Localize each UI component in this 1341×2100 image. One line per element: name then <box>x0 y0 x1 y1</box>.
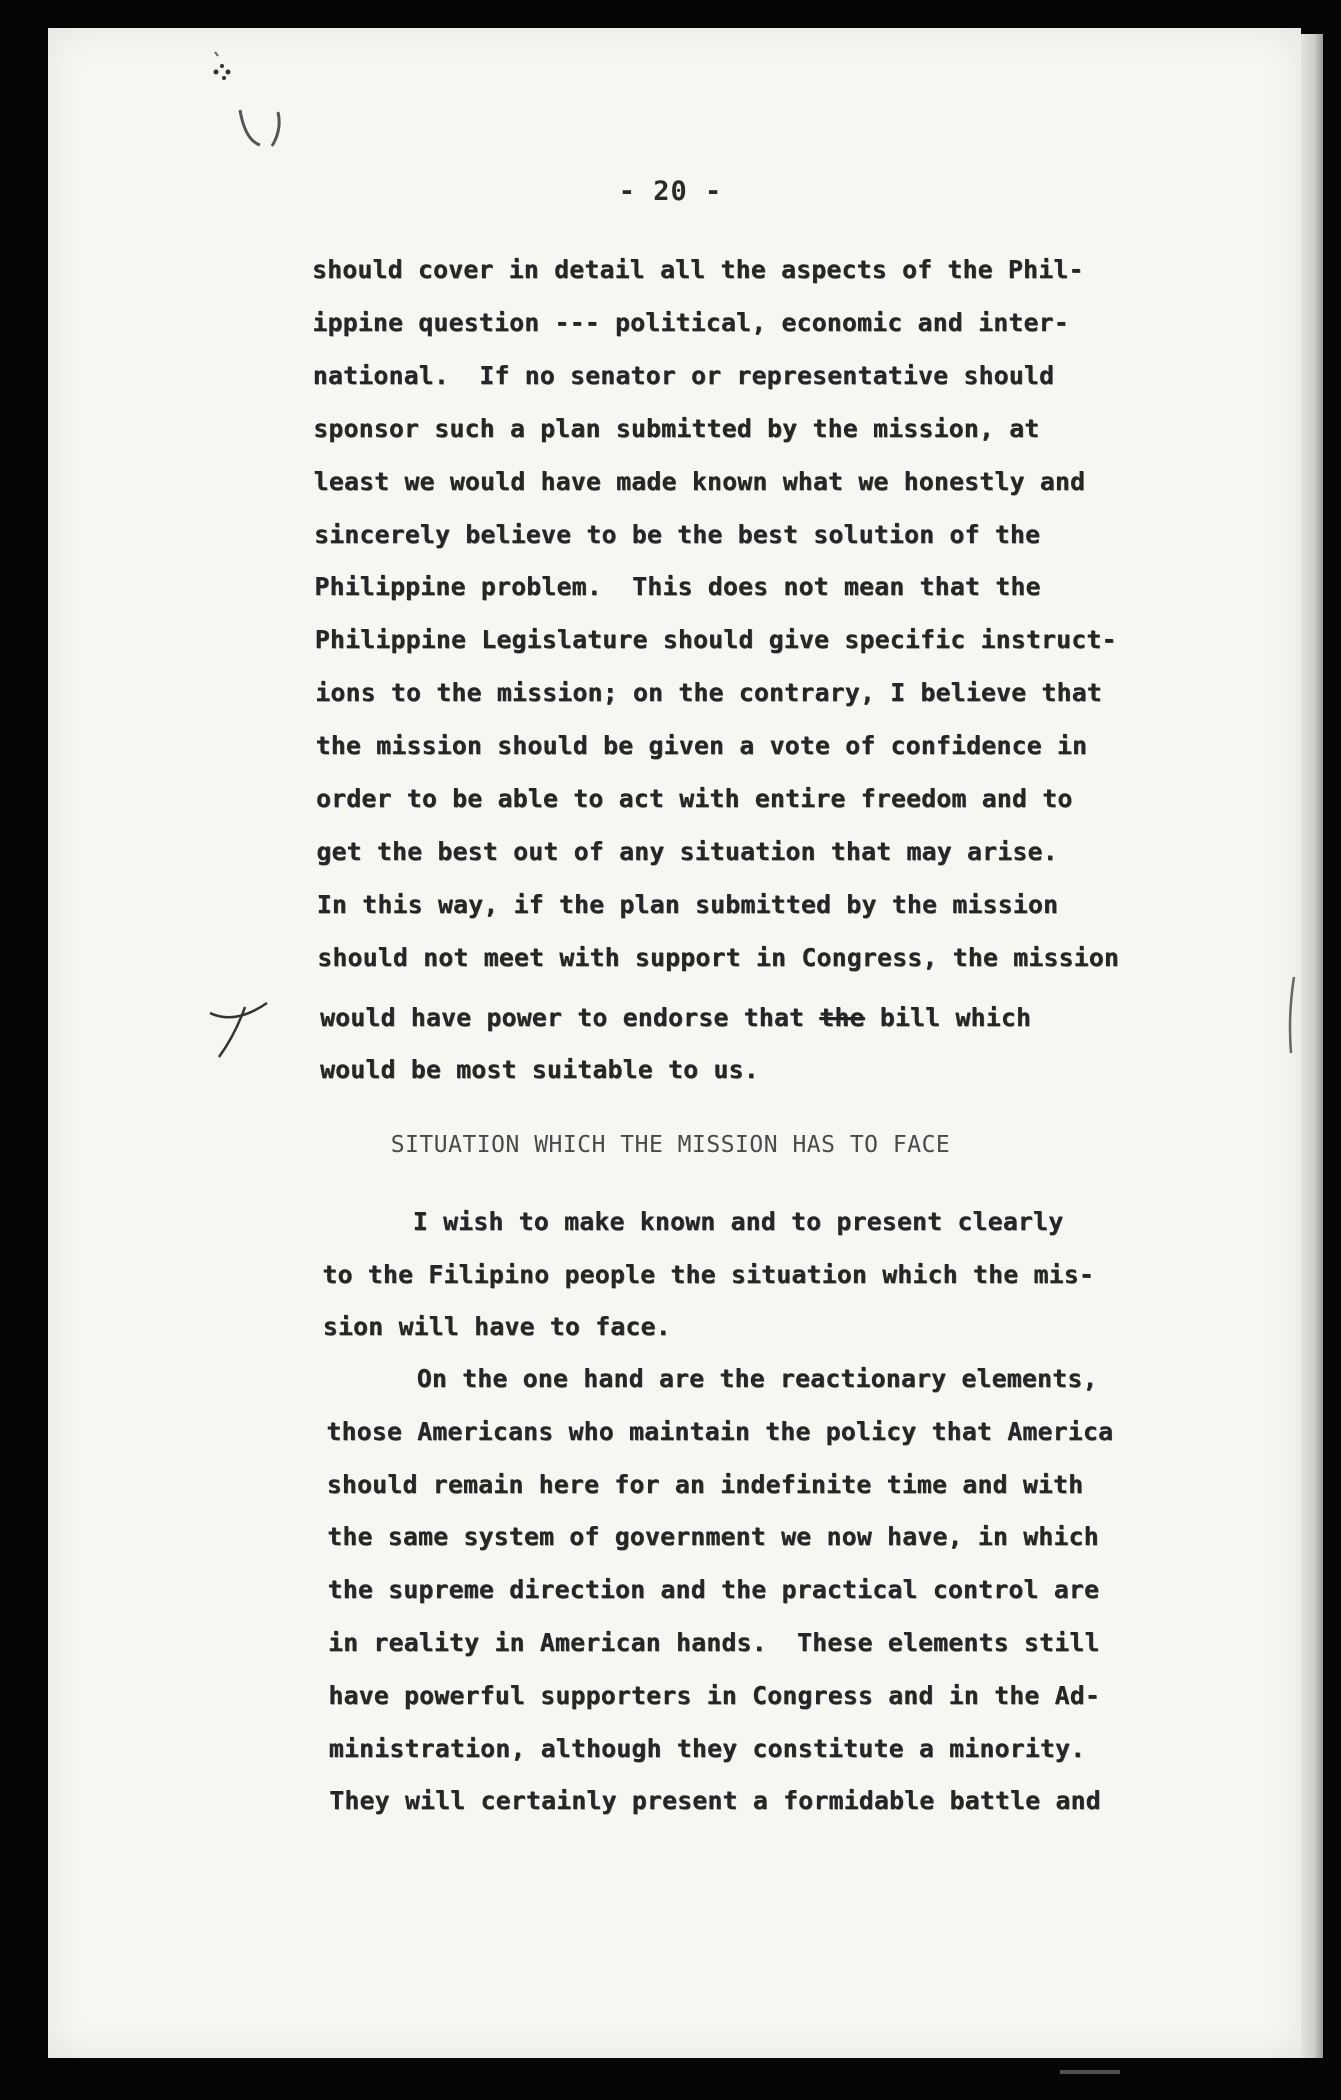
text-line: ministration, although they constitute a minority. <box>328 1733 1086 1763</box>
text-line: should not meet with support in Congress, the mission <box>317 942 1120 972</box>
pencil-marks-icon <box>200 50 320 170</box>
text-line: On the one hand are the reactionary elements, <box>326 1364 1098 1393</box>
text-line: the supreme direction and the practical control are <box>327 1575 1100 1605</box>
text-segment: would have power to endorse that <box>320 1003 820 1032</box>
text-line: I wish to make known and to present clearly <box>322 1207 1064 1236</box>
text-line: Philippine Legislature should give specific instruct- <box>314 625 1117 655</box>
text-line: least we would have made known what we honestly and <box>313 466 1086 496</box>
page-number: - 20 - <box>618 176 723 207</box>
text-line: sponsor such a plan submitted by the mission, at <box>313 413 1040 443</box>
text-line: should remain here for an indefinite time and with <box>326 1469 1084 1499</box>
text-line <box>320 1003 1031 1032</box>
margin-bar-mark-icon <box>1285 975 1299 1055</box>
text-line: Philippine problem. This does not mean that the <box>314 572 1041 602</box>
text-line: should cover in detail all the aspects of the Phil- <box>312 255 1084 284</box>
text-line: sion will have to face. <box>322 1312 671 1341</box>
text-line: the same system of government we now have, in which <box>327 1522 1099 1552</box>
text-line: In this way, if the plan submitted by the mission <box>316 889 1059 919</box>
text-line: sincerely believe to be the best solution of the <box>314 519 1041 549</box>
text-line: order to be able to act with entire freedom and to <box>316 784 1073 813</box>
scan-blemish <box>1060 2070 1120 2074</box>
text-segment: bill which <box>864 1003 1032 1032</box>
text-line: would be most suitable to us. <box>320 1055 759 1084</box>
text-line: ions to the mission; on the contrary, I believe that <box>315 678 1102 708</box>
text-line: have powerful supporters in Congress and in the Ad- <box>328 1680 1100 1710</box>
section-heading: SITUATION WHICH THE MISSION HAS TO FACE <box>390 1132 951 1158</box>
text-line: They will certainly present a formidable battle and <box>329 1786 1101 1816</box>
text-line: to the Filipino people the situation which the mis- <box>322 1259 1094 1289</box>
margin-x-mark-icon <box>205 995 275 1065</box>
text-line: those Americans who maintain the policy that America <box>326 1416 1114 1446</box>
text-line: the mission should be given a vote of confidence in <box>315 731 1088 761</box>
paper-edge <box>1301 34 1323 2058</box>
text-line: get the best out of any situation that may arise. <box>316 836 1058 866</box>
text-line: in reality in American hands. These elements still <box>328 1628 1100 1657</box>
text-line: national. If no senator or representative should <box>312 360 1055 390</box>
struck-word: the <box>819 1003 865 1032</box>
text-line: ippine question --- political, economic and inter- <box>312 307 1069 337</box>
